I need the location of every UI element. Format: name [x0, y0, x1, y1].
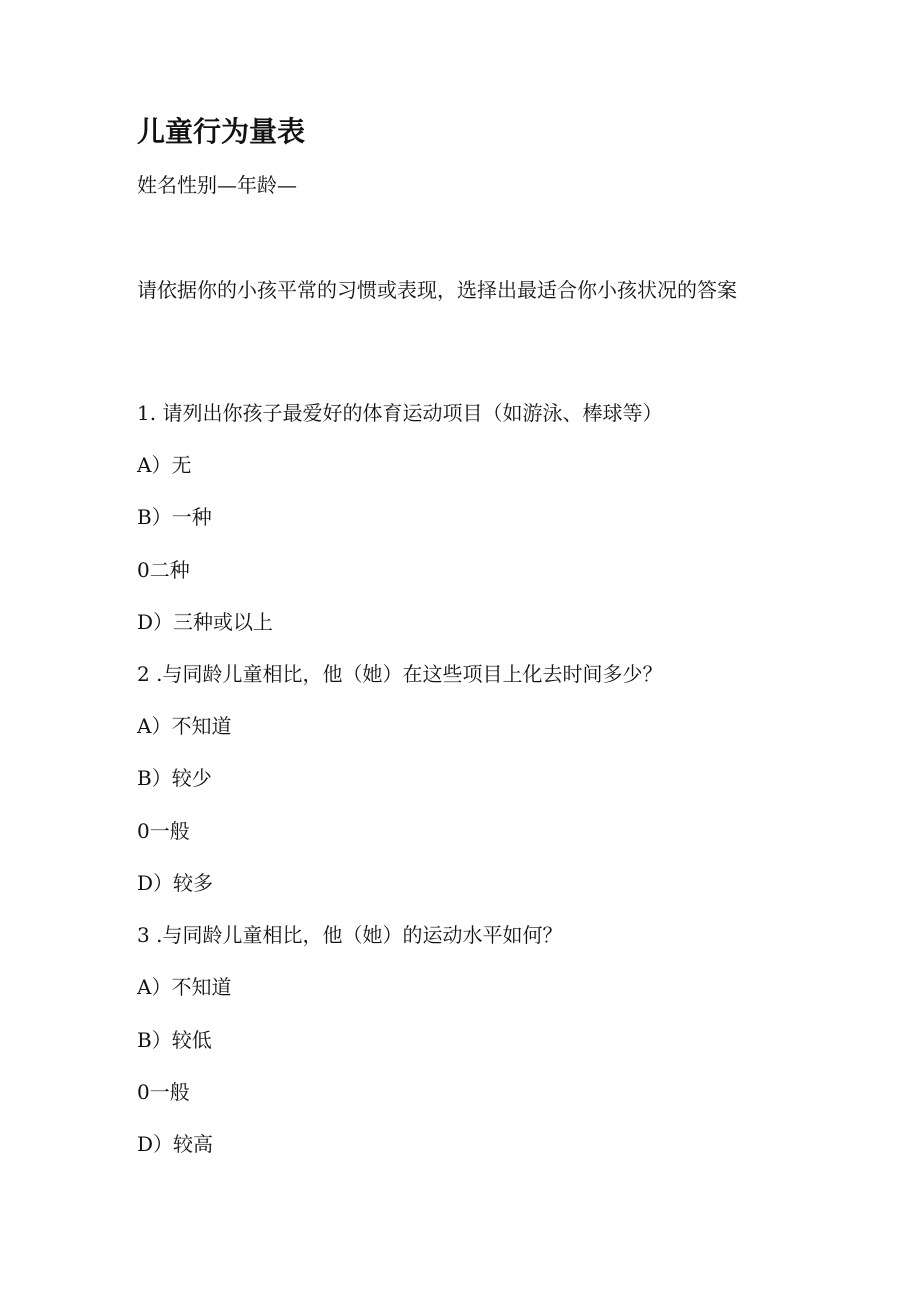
question-1-option-a: A）无 [137, 453, 192, 477]
question-2-text: 2 .与同龄儿童相比，他（她）在这些项目上化去时间多少？ [137, 662, 663, 686]
question-3-option-a: A）不知道 [137, 975, 232, 999]
question-3-option-b: B）较低 [137, 1028, 212, 1052]
question-3-text: 3 .与同龄儿童相比，他（她）的运动水平如何？ [137, 923, 563, 947]
respondent-info-line: 姓名性别—年龄— [137, 173, 297, 197]
question-3-option-c: 0一般 [137, 1080, 190, 1104]
question-2-option-c: 0一般 [137, 819, 190, 843]
question-2-option-b: B）较少 [137, 766, 212, 790]
question-1-text: 1. 请列出你孩子最爱好的体育运动项目（如游泳、棒球等） [137, 401, 663, 425]
question-1-option-c: 0二种 [137, 558, 190, 582]
question-1-option-b: B）一种 [137, 505, 212, 529]
page-title: 儿童行为量表 [137, 115, 306, 148]
question-1-option-d: D）三种或以上 [137, 610, 274, 634]
question-3-option-d: D）较高 [137, 1132, 214, 1156]
question-2-option-d: D）较多 [137, 871, 214, 895]
question-2-option-a: A）不知道 [137, 714, 232, 738]
instruction-text: 请依据你的小孩平常的习惯或表现，选择出最适合你小孩状况的答案 [137, 278, 737, 302]
